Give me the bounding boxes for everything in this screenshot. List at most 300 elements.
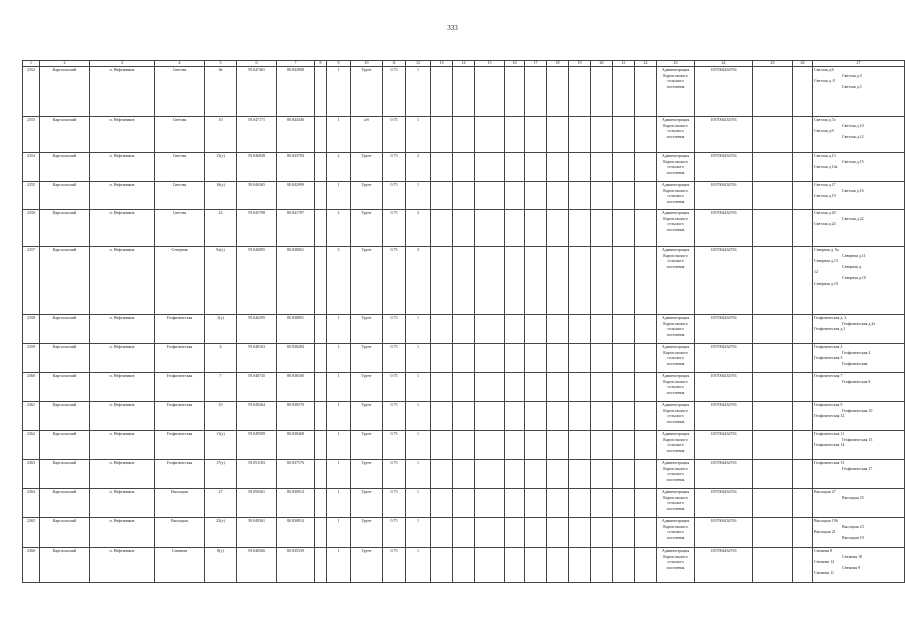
empty-cell (753, 489, 793, 518)
row-number: 2364 (23, 489, 40, 518)
empty-cell (793, 182, 813, 210)
table-row (23, 67, 905, 117)
street: Светлая (155, 117, 205, 153)
owner-line: Каргасокского (663, 158, 688, 164)
empty-cell (475, 117, 505, 153)
owner-name (657, 548, 695, 583)
address-line: Геофизическая 2 (814, 344, 843, 349)
empty-cell (453, 344, 475, 373)
column-header: 15 (475, 61, 505, 67)
column-header: 13 (431, 61, 453, 67)
column-header: 20 (591, 61, 613, 67)
latitude: 59.046849 (237, 153, 277, 182)
surface-type: Грунт (351, 518, 383, 548)
address-line: Светлая д.22 (842, 215, 864, 221)
address-line: Геофизическая д. 2 (814, 315, 847, 320)
latitude: 59.048745 (237, 373, 277, 402)
empty-cell (475, 402, 505, 431)
owner-name (657, 460, 695, 489)
street: Геофизическая (155, 344, 205, 373)
empty-cell (431, 402, 453, 431)
empty-cell (525, 247, 547, 315)
owner-name (657, 153, 695, 182)
empty-cell (315, 153, 327, 182)
address-line: Геофизическая д.1 (814, 326, 846, 332)
table-row (23, 210, 905, 247)
column-header: 19 (569, 61, 591, 67)
empty-cell (591, 460, 613, 489)
owner-line: Каргасокского (663, 349, 688, 355)
locality: п. Нефтяников (90, 402, 155, 431)
owner-name (657, 315, 695, 344)
surface-type: Грунт (351, 315, 383, 344)
served-addresses (813, 548, 905, 583)
column-header: 21 (613, 61, 635, 67)
empty-cell (315, 548, 327, 583)
owner-line: поселения (666, 169, 685, 175)
container-count: 1 (327, 460, 351, 489)
empty-cell (315, 489, 327, 518)
empty-cell (753, 67, 793, 117)
address-line: Светлая д.9 (814, 128, 834, 134)
empty-cell (475, 489, 505, 518)
empty-cell (569, 373, 591, 402)
empty-cell (635, 117, 657, 153)
municipality: Каргасокский (40, 402, 90, 431)
owner-name (657, 518, 695, 548)
container-volume: 0.75 (383, 460, 406, 489)
street: Светлая (155, 153, 205, 182)
container-count: 1 (327, 117, 351, 153)
owner-line: Администрация (661, 117, 690, 122)
empty-cell (431, 182, 453, 210)
empty-cell (525, 315, 547, 344)
address-line: Светлая д. 8 (814, 78, 835, 84)
empty-cell (753, 373, 793, 402)
municipality: Каргасокский (40, 182, 90, 210)
table-row (23, 431, 905, 460)
longitude: 80.844346 (277, 117, 315, 153)
empty-cell (453, 315, 475, 344)
served-addresses (813, 67, 905, 117)
column-header: 7 (277, 61, 315, 67)
container-volume: 0.75 (383, 548, 406, 583)
longitude: 80.843784 (277, 153, 315, 182)
latitude: 59.049361 (237, 518, 277, 548)
empty-cell (525, 67, 547, 117)
owner-line: поселения (666, 226, 685, 232)
house-number: 10 (205, 117, 237, 153)
served-addresses (813, 315, 905, 344)
empty-cell (635, 210, 657, 247)
empty-cell (525, 344, 547, 373)
surface-type: Грунт (351, 153, 383, 182)
empty-cell (793, 247, 813, 315)
empty-cell (753, 431, 793, 460)
empty-cell (613, 210, 635, 247)
ogrn: 1057004434763 (695, 518, 753, 548)
container-volume: 0.75 (383, 431, 406, 460)
column-header: 2 (40, 61, 90, 67)
empty-cell (793, 518, 813, 548)
street: Снежная (155, 548, 205, 583)
empty-cell (753, 402, 793, 431)
empty-cell (569, 489, 591, 518)
surface-type: Грунт (351, 182, 383, 210)
empty-cell (475, 431, 505, 460)
owner-line: поселения (666, 133, 685, 139)
owner-line: Администрация (661, 210, 690, 215)
empty-cell (505, 182, 525, 210)
house-number: 27 (205, 489, 237, 518)
locality: п. Нефтяников (90, 548, 155, 583)
locality: п. Нефтяников (90, 460, 155, 489)
empty-cell (753, 548, 793, 583)
empty-cell (505, 210, 525, 247)
empty-cell (753, 315, 793, 344)
empty-cell (475, 373, 505, 402)
owner-name (657, 182, 695, 210)
empty-cell (613, 460, 635, 489)
owner-line: Каргасокского (663, 436, 688, 442)
table-row (23, 344, 905, 373)
longitude: 80.844998 (277, 67, 315, 117)
ogrn: 1057004434763 (695, 489, 753, 518)
owner-line: сельского (667, 326, 684, 332)
owner-line: поселения (666, 505, 685, 511)
address-line: Высоцкая 25 (842, 494, 864, 500)
table-row (23, 153, 905, 182)
address-line: Геофизическая д.2а (842, 320, 876, 326)
empty-cell (613, 431, 635, 460)
address-line: Геофизическая 11 (814, 431, 845, 436)
empty-cell (569, 210, 591, 247)
row-number: 2352 (23, 67, 40, 117)
longitude: 80.838061 (277, 247, 315, 315)
owner-line: Каргасокского (663, 553, 688, 559)
locality: п. Нефтяников (90, 315, 155, 344)
empty-cell (525, 182, 547, 210)
ogrn: 1057004434763 (695, 67, 753, 117)
address-line: Светлая д.16 (842, 187, 864, 193)
latitude: 59.048163 (237, 344, 277, 373)
empty-cell (505, 67, 525, 117)
empty-cell (505, 153, 525, 182)
address-line: Высоцкая 27 (814, 489, 836, 494)
address-line: Северная д.13 (814, 258, 838, 264)
owner-line: сельского (667, 413, 684, 419)
surface-type: а/б (351, 117, 383, 153)
ogrn: 1057004434763 (695, 431, 753, 460)
house-number: 7 (205, 373, 237, 402)
empty-cell (475, 247, 505, 315)
address-line: Светлая д.5 (842, 83, 862, 89)
owner-line: Каргасокского (663, 215, 688, 221)
empty-cell (591, 431, 613, 460)
empty-cell (431, 548, 453, 583)
column-header: 26 (793, 61, 813, 67)
empty-cell (315, 182, 327, 210)
empty-cell (505, 518, 525, 548)
empty-cell (569, 153, 591, 182)
empty-cell (315, 117, 327, 153)
empty-cell (753, 518, 793, 548)
empty-cell (525, 373, 547, 402)
row-number: 2360 (23, 373, 40, 402)
column-header: 27 (813, 61, 905, 67)
empty-cell (635, 518, 657, 548)
empty-cell (591, 67, 613, 117)
owner-line: Каргасокского (663, 407, 688, 413)
empty-cell (525, 489, 547, 518)
empty-cell (431, 489, 453, 518)
empty-cell (525, 518, 547, 548)
latitude: 59.048366 (237, 548, 277, 583)
address-line: Северная д.10 (814, 280, 838, 286)
locality: п. Нефтяников (90, 210, 155, 247)
empty-cell (547, 210, 569, 247)
empty-cell (569, 315, 591, 344)
column-header: 4 (155, 61, 205, 67)
page-number: 333 (447, 24, 458, 32)
locality: п. Нефтяников (90, 431, 155, 460)
owner-line: Администрация (661, 402, 690, 407)
surface-type: Грунт (351, 210, 383, 247)
address-line: Светлая д.24 (814, 221, 836, 227)
row-number: 2358 (23, 315, 40, 344)
address-line: Геофизическая 12 (814, 413, 845, 419)
owner-line: Каргасокского (663, 72, 688, 78)
container-number: 2 (406, 153, 431, 182)
container-volume: 0.75 (383, 210, 406, 247)
ogrn: 1057004434763 (695, 373, 753, 402)
ogrn: 1057004434763 (695, 402, 753, 431)
empty-cell (591, 548, 613, 583)
empty-cell (591, 210, 613, 247)
house-number: 23 (205, 210, 237, 247)
house-number: 2(у) (205, 315, 237, 344)
address-line: Снежная 8 (814, 548, 833, 553)
row-number: 2356 (23, 210, 40, 247)
empty-cell (547, 315, 569, 344)
empty-cell (453, 548, 475, 583)
empty-cell (431, 210, 453, 247)
owner-line: сельского (667, 258, 684, 264)
empty-cell (453, 210, 475, 247)
container-volume: 0.75 (383, 518, 406, 548)
empty-cell (453, 182, 475, 210)
table-row (23, 460, 905, 489)
surface-type: Грунт (351, 402, 383, 431)
empty-cell (505, 548, 525, 583)
empty-cell (547, 373, 569, 402)
empty-cell (315, 210, 327, 247)
address-line: Светлая д.3 (842, 72, 862, 78)
house-number: 13(у) (205, 153, 237, 182)
latitude: 59.050361 (237, 489, 277, 518)
ogrn: 1057004434763 (695, 344, 753, 373)
municipality: Каргасокский (40, 548, 90, 583)
owner-line: поселения (666, 331, 685, 337)
address-line: Северная д.11 (842, 252, 866, 258)
empty-cell (315, 67, 327, 117)
empty-cell (475, 548, 505, 583)
empty-cell (315, 344, 327, 373)
served-addresses (813, 489, 905, 518)
address-line: Светлая д.12 (842, 133, 864, 139)
container-volume: 0.75 (383, 373, 406, 402)
surface-type: Грунт (351, 344, 383, 373)
empty-cell (431, 460, 453, 489)
longitude: 80.838284 (277, 344, 315, 373)
container-volume: 0.75 (383, 153, 406, 182)
owner-name (657, 402, 695, 431)
empty-cell (505, 431, 525, 460)
owner-name (657, 117, 695, 153)
owner-line: Администрация (661, 182, 690, 187)
owner-line: Администрация (661, 431, 690, 436)
owner-line: Каргасокского (663, 187, 688, 193)
owner-line: Администрация (661, 460, 690, 465)
empty-cell (753, 460, 793, 489)
address-line: Светлая д.19 (814, 193, 836, 199)
empty-cell (475, 344, 505, 373)
container-count: 2 (327, 210, 351, 247)
empty-cell (591, 344, 613, 373)
empty-cell (547, 460, 569, 489)
longitude: 80.830814 (277, 489, 315, 518)
column-header: 9 (327, 61, 351, 67)
empty-cell (569, 402, 591, 431)
street: Геофизическая (155, 460, 205, 489)
empty-cell (475, 67, 505, 117)
municipality: Каргасокский (40, 67, 90, 117)
empty-cell (431, 344, 453, 373)
served-addresses (813, 210, 905, 247)
registry-table (22, 60, 905, 583)
empty-cell (431, 153, 453, 182)
municipality: Каргасокский (40, 518, 90, 548)
row-number: 2365 (23, 518, 40, 548)
container-volume: 0.75 (383, 344, 406, 373)
owner-line: поселения (666, 389, 685, 395)
empty-cell (613, 402, 635, 431)
column-header: 11 (383, 61, 406, 67)
locality: п. Нефтяников (90, 344, 155, 373)
address-line: Геофизическая 14 (814, 442, 845, 448)
container-number: 1 (406, 431, 431, 460)
longitude: 80.842999 (277, 182, 315, 210)
owner-line: Администрация (661, 373, 690, 378)
empty-cell (315, 315, 327, 344)
owner-line: Администрация (661, 489, 690, 494)
empty-cell (505, 460, 525, 489)
row-number: 2361 (23, 402, 40, 431)
address-line: Высоцкая 21 (814, 529, 836, 535)
empty-cell (569, 247, 591, 315)
column-header: 18 (547, 61, 569, 67)
surface-type: Грунт (351, 431, 383, 460)
empty-cell (591, 153, 613, 182)
address-line: Снежная 9 (842, 564, 861, 570)
longitude: 80.838091 (277, 315, 315, 344)
column-header: 14 (453, 61, 475, 67)
container-volume: 0.75 (383, 247, 406, 315)
served-addresses (813, 344, 905, 373)
address-line: Светлая д.10 (842, 122, 864, 128)
ogrn: 1057004434763 (695, 247, 753, 315)
empty-cell (793, 67, 813, 117)
street: Геофизическая (155, 402, 205, 431)
empty-cell (505, 247, 525, 315)
ogrn: 1057004434763 (695, 210, 753, 247)
surface-type: Грунт (351, 548, 383, 583)
container-count: 1 (327, 518, 351, 548)
address-line: Геофизическая 7 (814, 373, 843, 378)
address-line: Светлая д.7а (814, 117, 836, 122)
empty-cell (635, 460, 657, 489)
empty-cell (793, 344, 813, 373)
street: Высоцкая (155, 489, 205, 518)
empty-cell (505, 117, 525, 153)
empty-cell (591, 402, 613, 431)
empty-cell (591, 489, 613, 518)
empty-cell (525, 210, 547, 247)
latitude: 59.045708 (237, 210, 277, 247)
empty-cell (793, 315, 813, 344)
municipality: Каргасокский (40, 431, 90, 460)
container-count: 1 (327, 373, 351, 402)
empty-cell (431, 315, 453, 344)
table-row (23, 247, 905, 315)
municipality: Каргасокский (40, 373, 90, 402)
locality: п. Нефтяников (90, 489, 155, 518)
empty-cell (547, 344, 569, 373)
empty-cell (635, 489, 657, 518)
empty-cell (569, 548, 591, 583)
empty-cell (453, 153, 475, 182)
row-number: 2366 (23, 548, 40, 583)
latitude: 59.049264 (237, 402, 277, 431)
empty-cell (547, 431, 569, 460)
empty-cell (793, 548, 813, 583)
container-number: 1 (406, 67, 431, 117)
empty-cell (453, 518, 475, 548)
municipality: Каргасокский (40, 210, 90, 247)
address-line: Светлая д.14а (814, 164, 838, 170)
empty-cell (635, 315, 657, 344)
empty-cell (315, 460, 327, 489)
address-line: Геофизическая 17 (842, 465, 873, 471)
container-number: 1 (406, 489, 431, 518)
container-volume: 0.75 (383, 315, 406, 344)
empty-cell (505, 315, 525, 344)
owner-line: Администрация (661, 315, 690, 320)
empty-cell (315, 518, 327, 548)
address-line: Светлая д.13 (814, 153, 836, 158)
empty-cell (591, 373, 613, 402)
row-number: 2359 (23, 344, 40, 373)
empty-cell (431, 518, 453, 548)
empty-cell (635, 431, 657, 460)
address-line: Северная д.10 (842, 274, 866, 280)
empty-cell (315, 431, 327, 460)
container-number: 2 (406, 210, 431, 247)
container-number: 1 (406, 373, 431, 402)
table-row (23, 315, 905, 344)
owner-line: поселения (666, 198, 685, 204)
empty-cell (613, 315, 635, 344)
